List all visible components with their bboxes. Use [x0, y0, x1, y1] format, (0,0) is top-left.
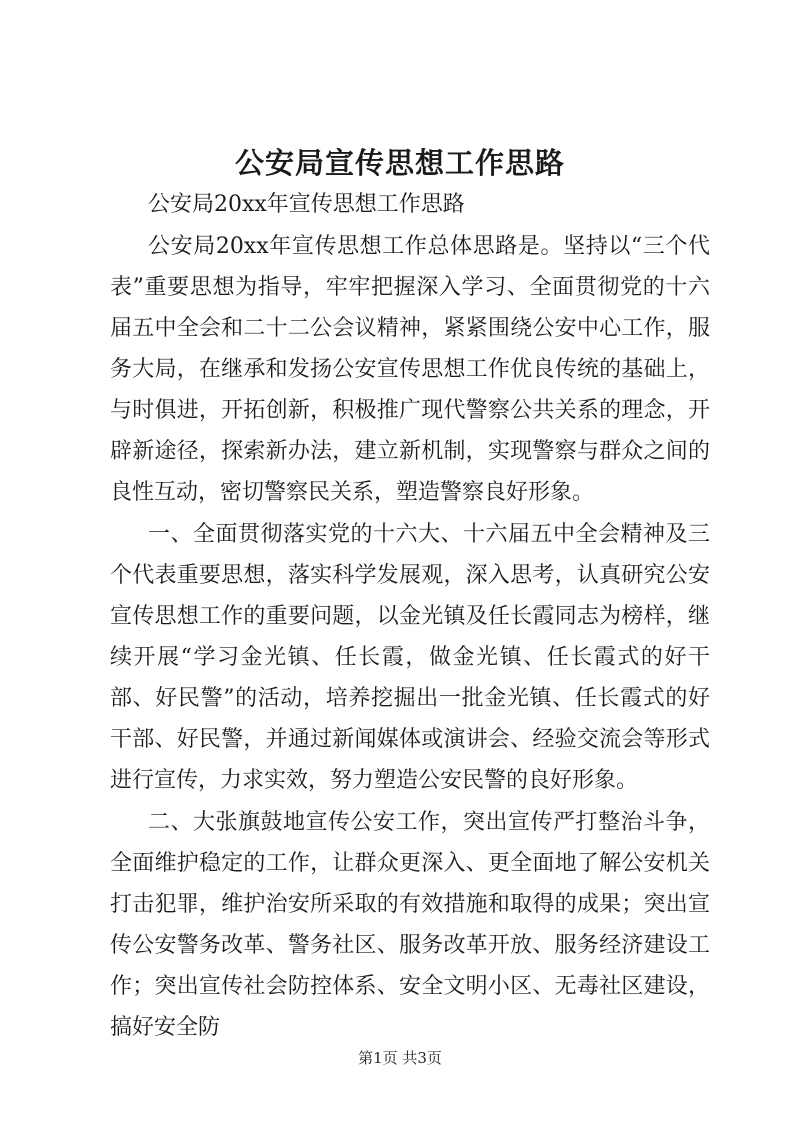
paragraph-section-1: 一、全面贯彻落实党的十六大、十六届五中全会精神及三个代表重要思想，落实科学发展观，深入思考，认真研究公安宣传思想工作的重要问题，以金光镇及任长霞同志为榜样，继续开展“学习金光镇、任长霞，做金光镇、任长霞式的好干部、好民警”的活动，培养挖掘出一批金光镇、任长霞式的好干部、好民警，并通过新闻媒体或演讲会、经验交流会等形式进行宣传，力求实效，努力塑造公安民警的良好形象。	[110, 522, 710, 793]
document-body	[110, 184, 710, 1048]
document-title: 公安局宣传思想工作思路	[234, 146, 565, 180]
page-number-footer: 第1页 共3页	[358, 1049, 442, 1067]
paragraph-overview: 公安局20xx年宣传思想工作总体思路是。坚持以“三个代表”重要思想为指导，牢牢把握深入学习、全面贯彻党的十六届五中全会和二十二公会议精神，紧紧围绕公安中心工作，服务大局，在继承和发扬公安宣传思想工作优良传统的基础上，与时俱进，开拓创新，积极推广现代警察公共关系的理念，开辟新途径，探索新办法，建立新机制，实现警察与群众之间的良性互动，密切警察民关系，塑造警察良好形象。	[110, 234, 710, 505]
paragraph-subtitle: 公安局20xx年宣传思想工作思路	[148, 192, 465, 217]
paragraph-section-2: 二、大张旗鼓地宣传公安工作，突出宣传严打整治斗争，全面维护稳定的工作，让群众更深入、更全面地了解公安机关打击犯罪，维护治安所采取的有效措施和取得的成果；突出宣传公安警务改革、警务社区、服务改革开放、服务经济建设工作；突出宣传社会防控体系、安全文明小区、无毒社区建设，搞好安全防	[110, 810, 710, 1040]
